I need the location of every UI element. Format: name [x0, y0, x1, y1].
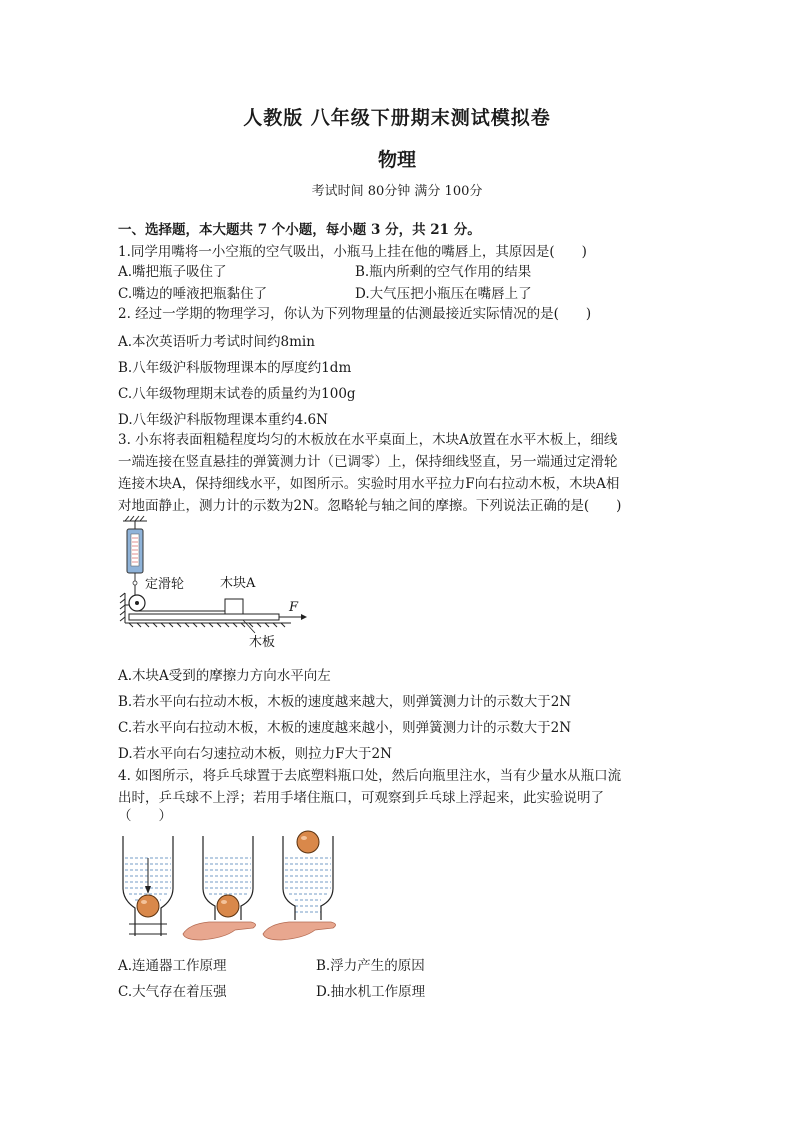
- q3-option-a: A.木块A受到的摩擦力方向水平向左: [118, 668, 331, 684]
- q3-option-b: B.若水平向右拉动木板，木板的速度越来越大，则弹簧测力计的示数大于2N: [118, 694, 572, 710]
- q1-option-d: D.大气压把小瓶压在嘴唇上了: [355, 286, 532, 302]
- subject-title: 物理: [377, 149, 416, 171]
- q2-stem: 2. 经过一学期的物理学习，你认为下列物理量的估测最接近实际情况的是( ): [118, 306, 592, 322]
- q4-option-b: B.浮力产生的原因: [316, 958, 425, 974]
- q3-option-c: C.若水平向右拉动木板，木板的速度越来越小，则弹簧测力计的示数大于2N: [118, 720, 572, 736]
- q1-stem: 1.同学用嘴将一小空瓶的空气吸出，小瓶马上挂在他的嘴唇上，其原因是( ): [118, 244, 587, 260]
- q3-stem-line-2: 一端连接在竖直悬挂的弹簧测力计（已调零）上，保持细线竖直，另一端通过定滑轮: [118, 454, 618, 470]
- q4-option-c: C.大气存在着压强: [118, 984, 227, 1000]
- q3-stem-line-1: 3. 小东将表面粗糙程度均匀的木板放在水平桌面上，木块A放置在水平木板上，细线: [118, 432, 618, 448]
- q4-option-a: A.连通器工作原理: [118, 958, 227, 974]
- q1-option-c: C.嘴边的唾液把瓶黏住了: [118, 286, 268, 302]
- force-label: F: [289, 600, 299, 615]
- wooden-board: [129, 614, 279, 620]
- q4-stem-line-2: 出时，乒乓球不上浮；若用手堵住瓶口，可观察到乒乓球上浮起来，此实验说明了: [118, 790, 604, 806]
- block-a: [225, 599, 243, 614]
- block-label: 木块A: [220, 576, 256, 591]
- exam-info: 考试时间 80分钟 满分 100分: [311, 184, 483, 199]
- q4-figure: [115, 828, 345, 944]
- ceiling-hatch: [123, 516, 147, 521]
- spring-scale-icon: [127, 529, 143, 585]
- pulley-label: 定滑轮: [145, 577, 185, 592]
- down-arrow-icon: [145, 886, 151, 894]
- q2-option-b: B.八年级沪科版物理课本的厚度约1dm: [118, 360, 352, 376]
- table-surface: [125, 623, 291, 627]
- section-heading: 一、选择题，本大题共 7 个小题，每小题 3 分，共 21 分。: [118, 222, 481, 238]
- hand-icon: [183, 922, 256, 940]
- q3-stem-line-4: 对地面静止，测力计的示数为2N。忽略轮与轴之间的摩擦。下列说法正确的是( ): [118, 498, 622, 514]
- q3-stem-line-3: 连接木块A，保持细线水平，如图所示。实验时用水平拉力F向右拉动木板，木块A相: [118, 476, 620, 492]
- pulley-icon: [129, 595, 145, 611]
- q3-figure: [115, 515, 315, 655]
- q1-option-b: B.瓶内所剩的空气作用的结果: [355, 264, 532, 280]
- q3-option-d: D.若水平向右匀速拉动木板，则拉力F大于2N: [118, 746, 392, 762]
- q2-option-c: C.八年级物理期末试卷的质量约为100g: [118, 386, 356, 402]
- q2-option-a: A.本次英语听力考试时间约8min: [118, 334, 315, 350]
- q1-option-a: A.嘴把瓶子吸住了: [118, 264, 227, 280]
- q4-stem-line-1: 4. 如图所示，将乒乓球置于去底塑料瓶口处，然后向瓶里注水，当有少量水从瓶口流: [118, 768, 622, 784]
- bottle-2: [183, 836, 256, 940]
- ping-pong-ball-icon: [217, 895, 239, 917]
- ping-pong-ball-icon: [297, 831, 319, 853]
- q2-option-d: D.八年级沪科版物理课本重约4.6N: [118, 412, 328, 428]
- board-label: 木板: [249, 635, 276, 650]
- q4-option-d: D.抽水机工作原理: [316, 984, 426, 1000]
- q4-stem-line-3: （ ）: [118, 808, 172, 824]
- ping-pong-ball-icon: [137, 895, 159, 917]
- hand-icon: [263, 922, 336, 940]
- exam-title: 人教版 八年级下册期末测试模拟卷: [243, 107, 551, 129]
- bottle-3: [263, 831, 336, 940]
- bottle-1: [123, 836, 173, 936]
